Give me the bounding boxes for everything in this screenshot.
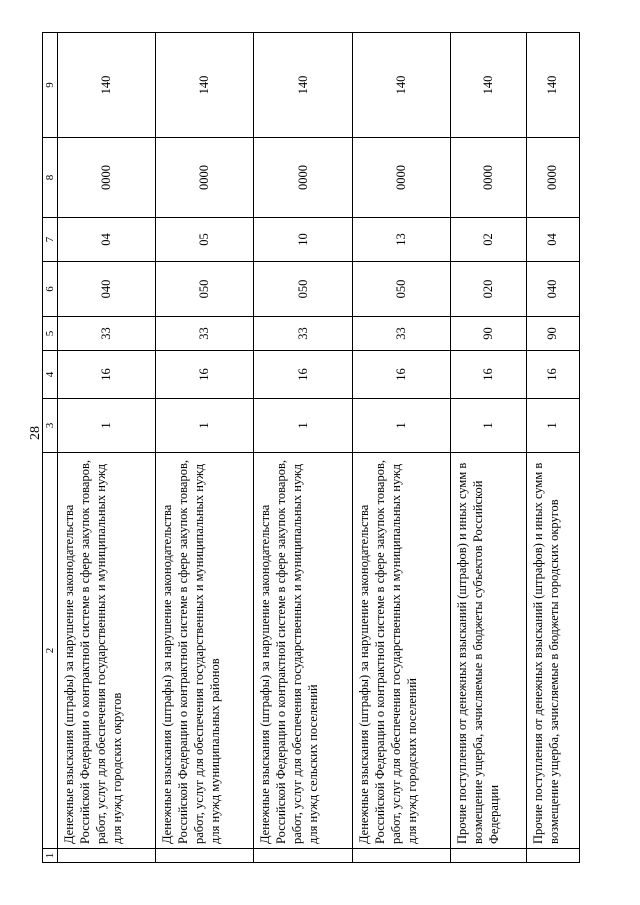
header-cell: 3 — [43, 399, 58, 453]
cell-col9: 140 — [450, 33, 526, 138]
cell-description: Прочие поступления от денежных взысканий (штрафов) и иных сумм в возмещение ущерба, зачисляемые в бюджеты городских округов — [526, 453, 579, 849]
header-cell: 9 — [43, 33, 58, 138]
cell-col5: 90 — [526, 317, 579, 351]
cell-col9: 140 — [156, 33, 254, 138]
cell-col8: 0000 — [450, 138, 526, 218]
cell-col5: 33 — [58, 317, 156, 351]
cell-col3: 1 — [526, 399, 579, 453]
cell-col7: 05 — [156, 218, 254, 262]
cell-col4: 16 — [254, 351, 352, 399]
cell-col7: 13 — [352, 218, 450, 262]
table-row — [156, 33, 254, 863]
table-row — [450, 33, 526, 863]
cell-col3: 1 — [450, 399, 526, 453]
cell-description: Денежные взыскания (штрафы) за нарушение законодательства Российской Федерации о контрактной системе в сфере закупок товаров, работ, услуг для обеспечения государственных и муниципальных нужд для нужд сельских поселений — [254, 453, 352, 849]
cell-col1 — [526, 849, 579, 863]
table-row — [352, 33, 450, 863]
cell-col6: 040 — [526, 262, 579, 317]
cell-col7: 10 — [254, 218, 352, 262]
header-cell: 4 — [43, 351, 58, 399]
header-cell: 7 — [43, 218, 58, 262]
cell-col3: 1 — [58, 399, 156, 453]
cell-col6: 050 — [156, 262, 254, 317]
cell-col1 — [450, 849, 526, 863]
cell-description: Денежные взыскания (штрафы) за нарушение законодательства Российской Федерации о контрактной системе в сфере закупок товаров, работ, услуг для обеспечения государственных и муниципальных нужд для нужд городских округов — [58, 453, 156, 849]
cell-col7: 04 — [526, 218, 579, 262]
cell-col3: 1 — [254, 399, 352, 453]
cell-col6: 020 — [450, 262, 526, 317]
cell-col6: 050 — [254, 262, 352, 317]
page-number: 28 — [28, 426, 43, 440]
cell-col1 — [352, 849, 450, 863]
cell-col8: 0000 — [352, 138, 450, 218]
cell-col1 — [156, 849, 254, 863]
cell-col6: 040 — [58, 262, 156, 317]
cell-col4: 16 — [156, 351, 254, 399]
cell-col9: 140 — [254, 33, 352, 138]
budget-codes-table — [42, 32, 580, 863]
cell-col9: 140 — [352, 33, 450, 138]
cell-col4: 16 — [352, 351, 450, 399]
cell-col3: 1 — [352, 399, 450, 453]
cell-col7: 02 — [450, 218, 526, 262]
cell-description: Денежные взыскания (штрафы) за нарушение законодательства Российской Федерации о контрактной системе в сфере закупок товаров, работ, услуг для обеспечения государственных и муниципальных нужд для нужд муниципальных районов — [156, 453, 254, 849]
cell-col4: 16 — [58, 351, 156, 399]
cell-col8: 0000 — [254, 138, 352, 218]
cell-col4: 16 — [526, 351, 579, 399]
cell-col5: 33 — [156, 317, 254, 351]
cell-description: Денежные взыскания (штрафы) за нарушение законодательства Российской Федерации о контрактной системе в сфере закупок товаров, работ, услуг для обеспечения государственных и муниципальных нужд для нужд городских поселений — [352, 453, 450, 849]
cell-col4: 16 — [450, 351, 526, 399]
cell-description: Прочие поступления от денежных взысканий (штрафов) и иных сумм в возмещение ущерба, зачисляемые в бюджеты субъектов Российской Федерации — [450, 453, 526, 849]
table-row — [254, 33, 352, 863]
cell-col9: 140 — [526, 33, 579, 138]
header-cell: 8 — [43, 138, 58, 218]
cell-col3: 1 — [156, 399, 254, 453]
cell-col6: 050 — [352, 262, 450, 317]
rotated-table-container — [42, 33, 580, 863]
table-header — [43, 33, 58, 863]
cell-col8: 0000 — [156, 138, 254, 218]
cell-col8: 0000 — [526, 138, 579, 218]
header-cell: 1 — [43, 849, 58, 863]
table-row — [526, 33, 579, 863]
header-cell: 5 — [43, 317, 58, 351]
table-row — [58, 33, 156, 863]
header-cell: 2 — [43, 453, 58, 849]
cell-col7: 04 — [58, 218, 156, 262]
cell-col8: 0000 — [58, 138, 156, 218]
header-cell: 6 — [43, 262, 58, 317]
cell-col9: 140 — [58, 33, 156, 138]
cell-col1 — [254, 849, 352, 863]
cell-col5: 90 — [450, 317, 526, 351]
cell-col5: 33 — [352, 317, 450, 351]
cell-col1 — [58, 849, 156, 863]
cell-col5: 33 — [254, 317, 352, 351]
